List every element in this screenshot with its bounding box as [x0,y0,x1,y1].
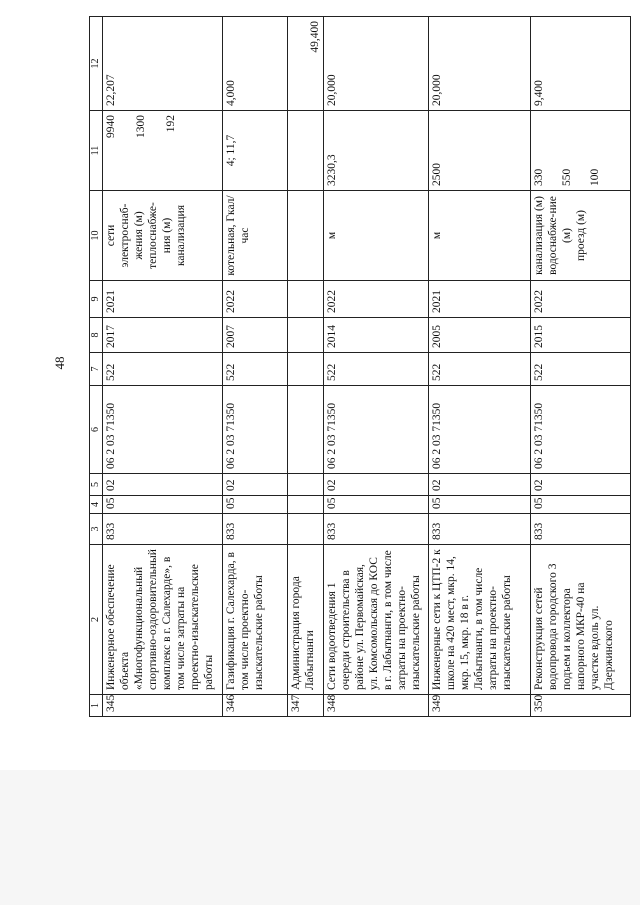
table-row [530,17,630,717]
unit-line: канализация [175,205,188,267]
rotated-table-wrapper [89,17,631,717]
row-number: 347 [288,695,324,717]
quantity-line: 3230,3 [325,154,338,186]
header-cell: 12 [90,17,103,111]
table-row [323,17,429,717]
cell-c9: 2021 [103,281,223,318]
cell-c11 [223,111,288,191]
header-cell: 1 [90,695,103,717]
quantity-line: 9940 [105,115,118,138]
cell-c8: 2005 [429,318,530,353]
cell-c10 [323,191,429,281]
object-name: Администрация города Лабытнанги [288,545,324,695]
table-row [223,17,288,717]
cell-c11 [103,111,223,191]
table-row [429,17,530,717]
header-cell: 2 [90,545,103,695]
row-number: 350 [530,695,630,717]
header-cell: 10 [90,191,103,281]
unit-line: проезд (м) [574,209,587,262]
cell-c10 [103,191,223,281]
cell-c9: 2021 [429,281,530,318]
cell-c8: 2007 [223,318,288,353]
row-number: 345 [103,695,223,717]
cell-c3: 833 [103,514,223,545]
cell-c7: 522 [223,353,288,386]
cell-c6: 06 2 03 71350 [223,386,288,474]
header-row [90,17,103,717]
unit-line: котельная, Гкал/час [225,195,252,276]
cell-c10 [223,191,288,281]
quantity-line: 100 [588,168,601,186]
cell-c7: 522 [429,353,530,386]
cell-c4: 05 [530,496,630,514]
cell-c8: 2017 [103,318,223,353]
object-name: Газификация г. Салехарда, в том числе проектно-изыскательские работы [223,545,288,695]
object-name: Реконструкция сетей водопровода городского 3 подъем и коллектора напорного МКР-40 на участке вдоль ул. Дзержинского [530,545,630,695]
quantity-line: 550 [560,168,573,186]
budget-table [89,16,631,717]
unit-line: м [325,231,338,240]
cell-c3: 833 [429,514,530,545]
cell-c8: 2015 [530,318,630,353]
cell-c5: 02 [223,474,288,496]
header-cell: 6 [90,386,103,474]
amount: 20,000 [323,17,429,111]
amount: 22,207 [103,17,223,111]
cell-c8: 2014 [323,318,429,353]
cell-c11 [429,111,530,191]
quantity-line: 4; 11,7 [225,134,238,167]
cell-c3: 833 [223,514,288,545]
cell-c5: 02 [103,474,223,496]
unit-line: теплоснабже-ния (м) [147,202,174,269]
cell-c6: 06 2 03 71350 [323,386,429,474]
quantity-line: 2500 [431,163,444,186]
header-cell: 8 [90,318,103,353]
row-number: 349 [429,695,530,717]
cell-c5: 02 [530,474,630,496]
cell-c6: 06 2 03 71350 [103,386,223,474]
cell-c3: 833 [323,514,429,545]
cell-c7: 522 [103,353,223,386]
object-name: Инженерное обеспечение объекта «Многофункциональный спортивно-оздоровительный комплекс в г. Салехарде», в том числе затраты на проектно-изыскательские работы [103,545,223,695]
unit-line: водоснабже-ние (м) [546,196,573,275]
row-number: 348 [323,695,429,717]
cell-c6: 06 2 03 71350 [530,386,630,474]
cell-c6: 06 2 03 71350 [429,386,530,474]
cell-c7: 522 [530,353,630,386]
unit-line: канализация (м) [532,196,545,275]
cell-c4: 05 [323,496,429,514]
cell-c9: 2022 [323,281,429,318]
unit-line: м [431,231,444,240]
cell-c9: 2022 [223,281,288,318]
table-row [288,17,324,717]
cell-c11 [530,111,630,191]
header-cell: 9 [90,281,103,318]
cell-c4: 05 [429,496,530,514]
page-number: 48 [52,356,67,370]
cell-c11 [323,111,429,191]
cell-c10 [429,191,530,281]
amount: 4,000 [223,17,288,111]
cell-c9: 2022 [530,281,630,318]
amount: 49,400 [288,17,324,111]
cell-c4: 05 [103,496,223,514]
amount: 9,400 [530,17,630,111]
cell-c4: 05 [223,496,288,514]
quantity-line: 1300 [135,115,148,138]
cell-c7: 522 [323,353,429,386]
table-row [103,17,223,717]
header-cell: 5 [90,474,103,496]
cell-c10 [530,191,630,281]
amount: 20,000 [429,17,530,111]
quantity-line: 330 [532,168,545,186]
object-name: Сети водоотведения 1 очереди строительства в районе ул. Первомайская, ул. Комсомольская до КОС в г. Лабытнанги, в том числе затраты на проектно-изыскательские работы [323,545,429,695]
cell-c5: 02 [323,474,429,496]
cell-c5: 02 [429,474,530,496]
header-cell: 7 [90,353,103,386]
header-cell: 4 [90,496,103,514]
unit-line: сети электроснаб-жения (м) [105,203,146,268]
header-cell: 3 [90,514,103,545]
row-number: 346 [223,695,288,717]
header-cell: 11 [90,111,103,191]
quantity-line: 192 [165,115,178,133]
cell-c3: 833 [530,514,630,545]
object-name: Инженерные сети к ЦТП-2 к школе на 420 мест, мкр. 14, мкр. 15, мкр. 18 в г. Лабытнанги, в том числе затраты на проектно-изыскательские работы [429,545,530,695]
